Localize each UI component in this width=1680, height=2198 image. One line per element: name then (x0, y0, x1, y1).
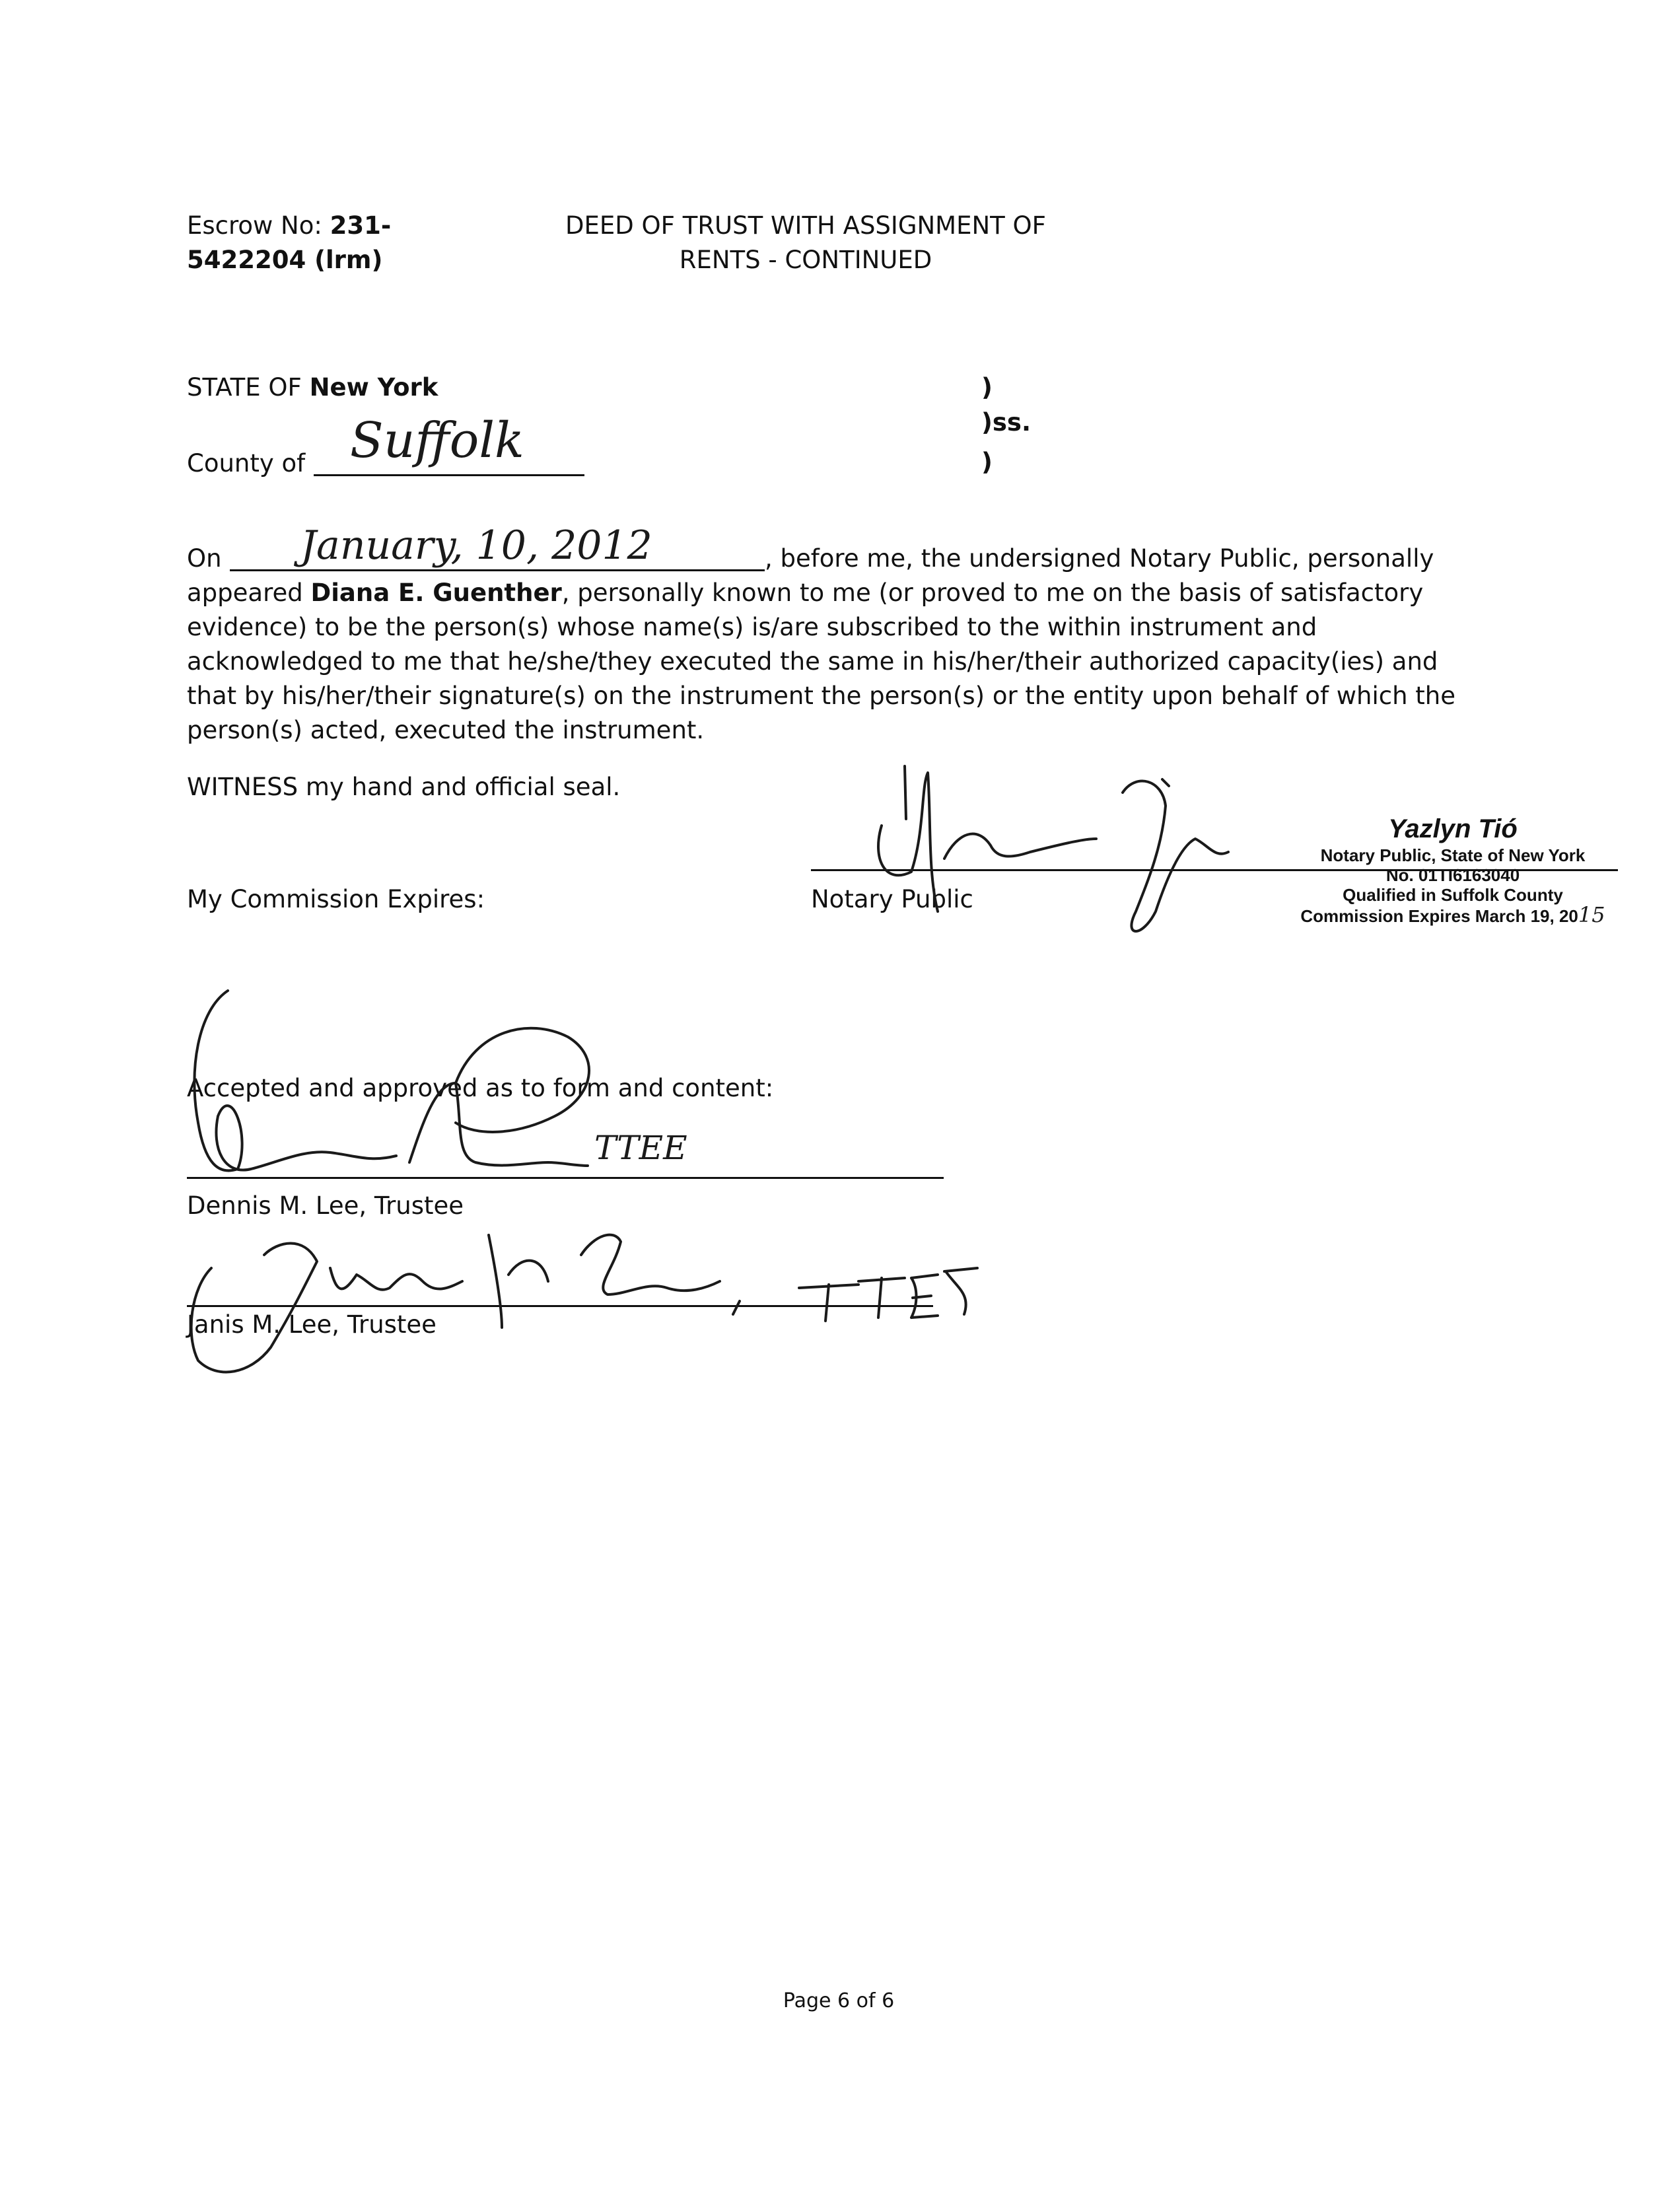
state-value: New York (309, 373, 438, 402)
acknowledgment-line4: acknowledged to me that he/she/they executed the same in his/her/their authorized capacity(ies) and (187, 647, 1438, 676)
document-title-line1: DEED OF TRUST WITH ASSIGNMENT OF (565, 211, 1046, 240)
signer1-signature (194, 991, 588, 1170)
notary-stamp-line3: Qualified in Suffolk County (1343, 885, 1563, 905)
witness-statement: WITNESS my hand and official seal. (187, 773, 621, 801)
venue-paren-ss: )ss. (981, 408, 1032, 437)
signer2-signature (192, 1235, 740, 1372)
acknowledgment-line1-tail: , before me, the undersigned Notary Public, personally (765, 544, 1434, 573)
county-handwritten: Suffolk (350, 412, 524, 469)
signer2-name: Janis M. Lee, Trustee (187, 1310, 437, 1339)
state-label: STATE OF (187, 373, 310, 402)
escrow-number-part1: 231- (330, 211, 392, 240)
notary-signature (878, 773, 1228, 931)
date-handwritten: January, 10, 2012 (300, 522, 652, 569)
document-title-line2: RENTS - CONTINUED (679, 246, 932, 274)
venue-paren-3: ) (981, 448, 993, 476)
signer2-ttee-handwritten (799, 1268, 977, 1321)
appeared-person-name: Diana E. Guenther (310, 579, 562, 607)
notary-stamp-line1: Notary Public, State of New York (1320, 845, 1586, 865)
notary-stamp-year-handwritten: 15 (1578, 902, 1605, 927)
escrow-label: Escrow No: (187, 211, 330, 240)
acknowledgment-line5: that by his/her/their signature(s) on the instrument the person(s) or the entity upon behalf of which the (187, 682, 1456, 710)
acknowledgment-line2-tail: , personally known to me (or proved to me on the basis of satisfactory (561, 579, 1424, 607)
acknowledgment-line3: evidence) to be the person(s) whose name(s) is/are subscribed to the within instrument and (187, 613, 1317, 641)
approval-statement: Accepted and approved as to form and content: (187, 1074, 774, 1102)
signer1-signature-loop (456, 1028, 589, 1132)
notary-stamp-line2: No. 01TI6163040 (1385, 865, 1520, 885)
appeared-label: appeared (187, 579, 311, 607)
commission-expires-label: My Commission Expires: (187, 885, 485, 913)
signer1-ttee-handwritten: TTEE (594, 1129, 687, 1167)
acknowledgment-line6: person(s) acted, executed the instrument. (187, 716, 705, 744)
on-label: On (187, 544, 222, 573)
notary-stamp-name: Yazlyn Tió (1388, 814, 1518, 843)
notary-stamp-expiry: Commission Expires March 19, 20 (1300, 906, 1578, 926)
page-number: Page 6 of 6 (783, 1989, 895, 2012)
signer1-name: Dennis M. Lee, Trustee (187, 1191, 464, 1220)
venue-paren-1: ) (981, 373, 993, 402)
county-label: County of (187, 449, 306, 478)
escrow-number-line2: 5422204 (lrm) (187, 246, 383, 274)
notary-public-label: Notary Public (811, 885, 973, 913)
notary-signature-flourish (905, 766, 1169, 819)
